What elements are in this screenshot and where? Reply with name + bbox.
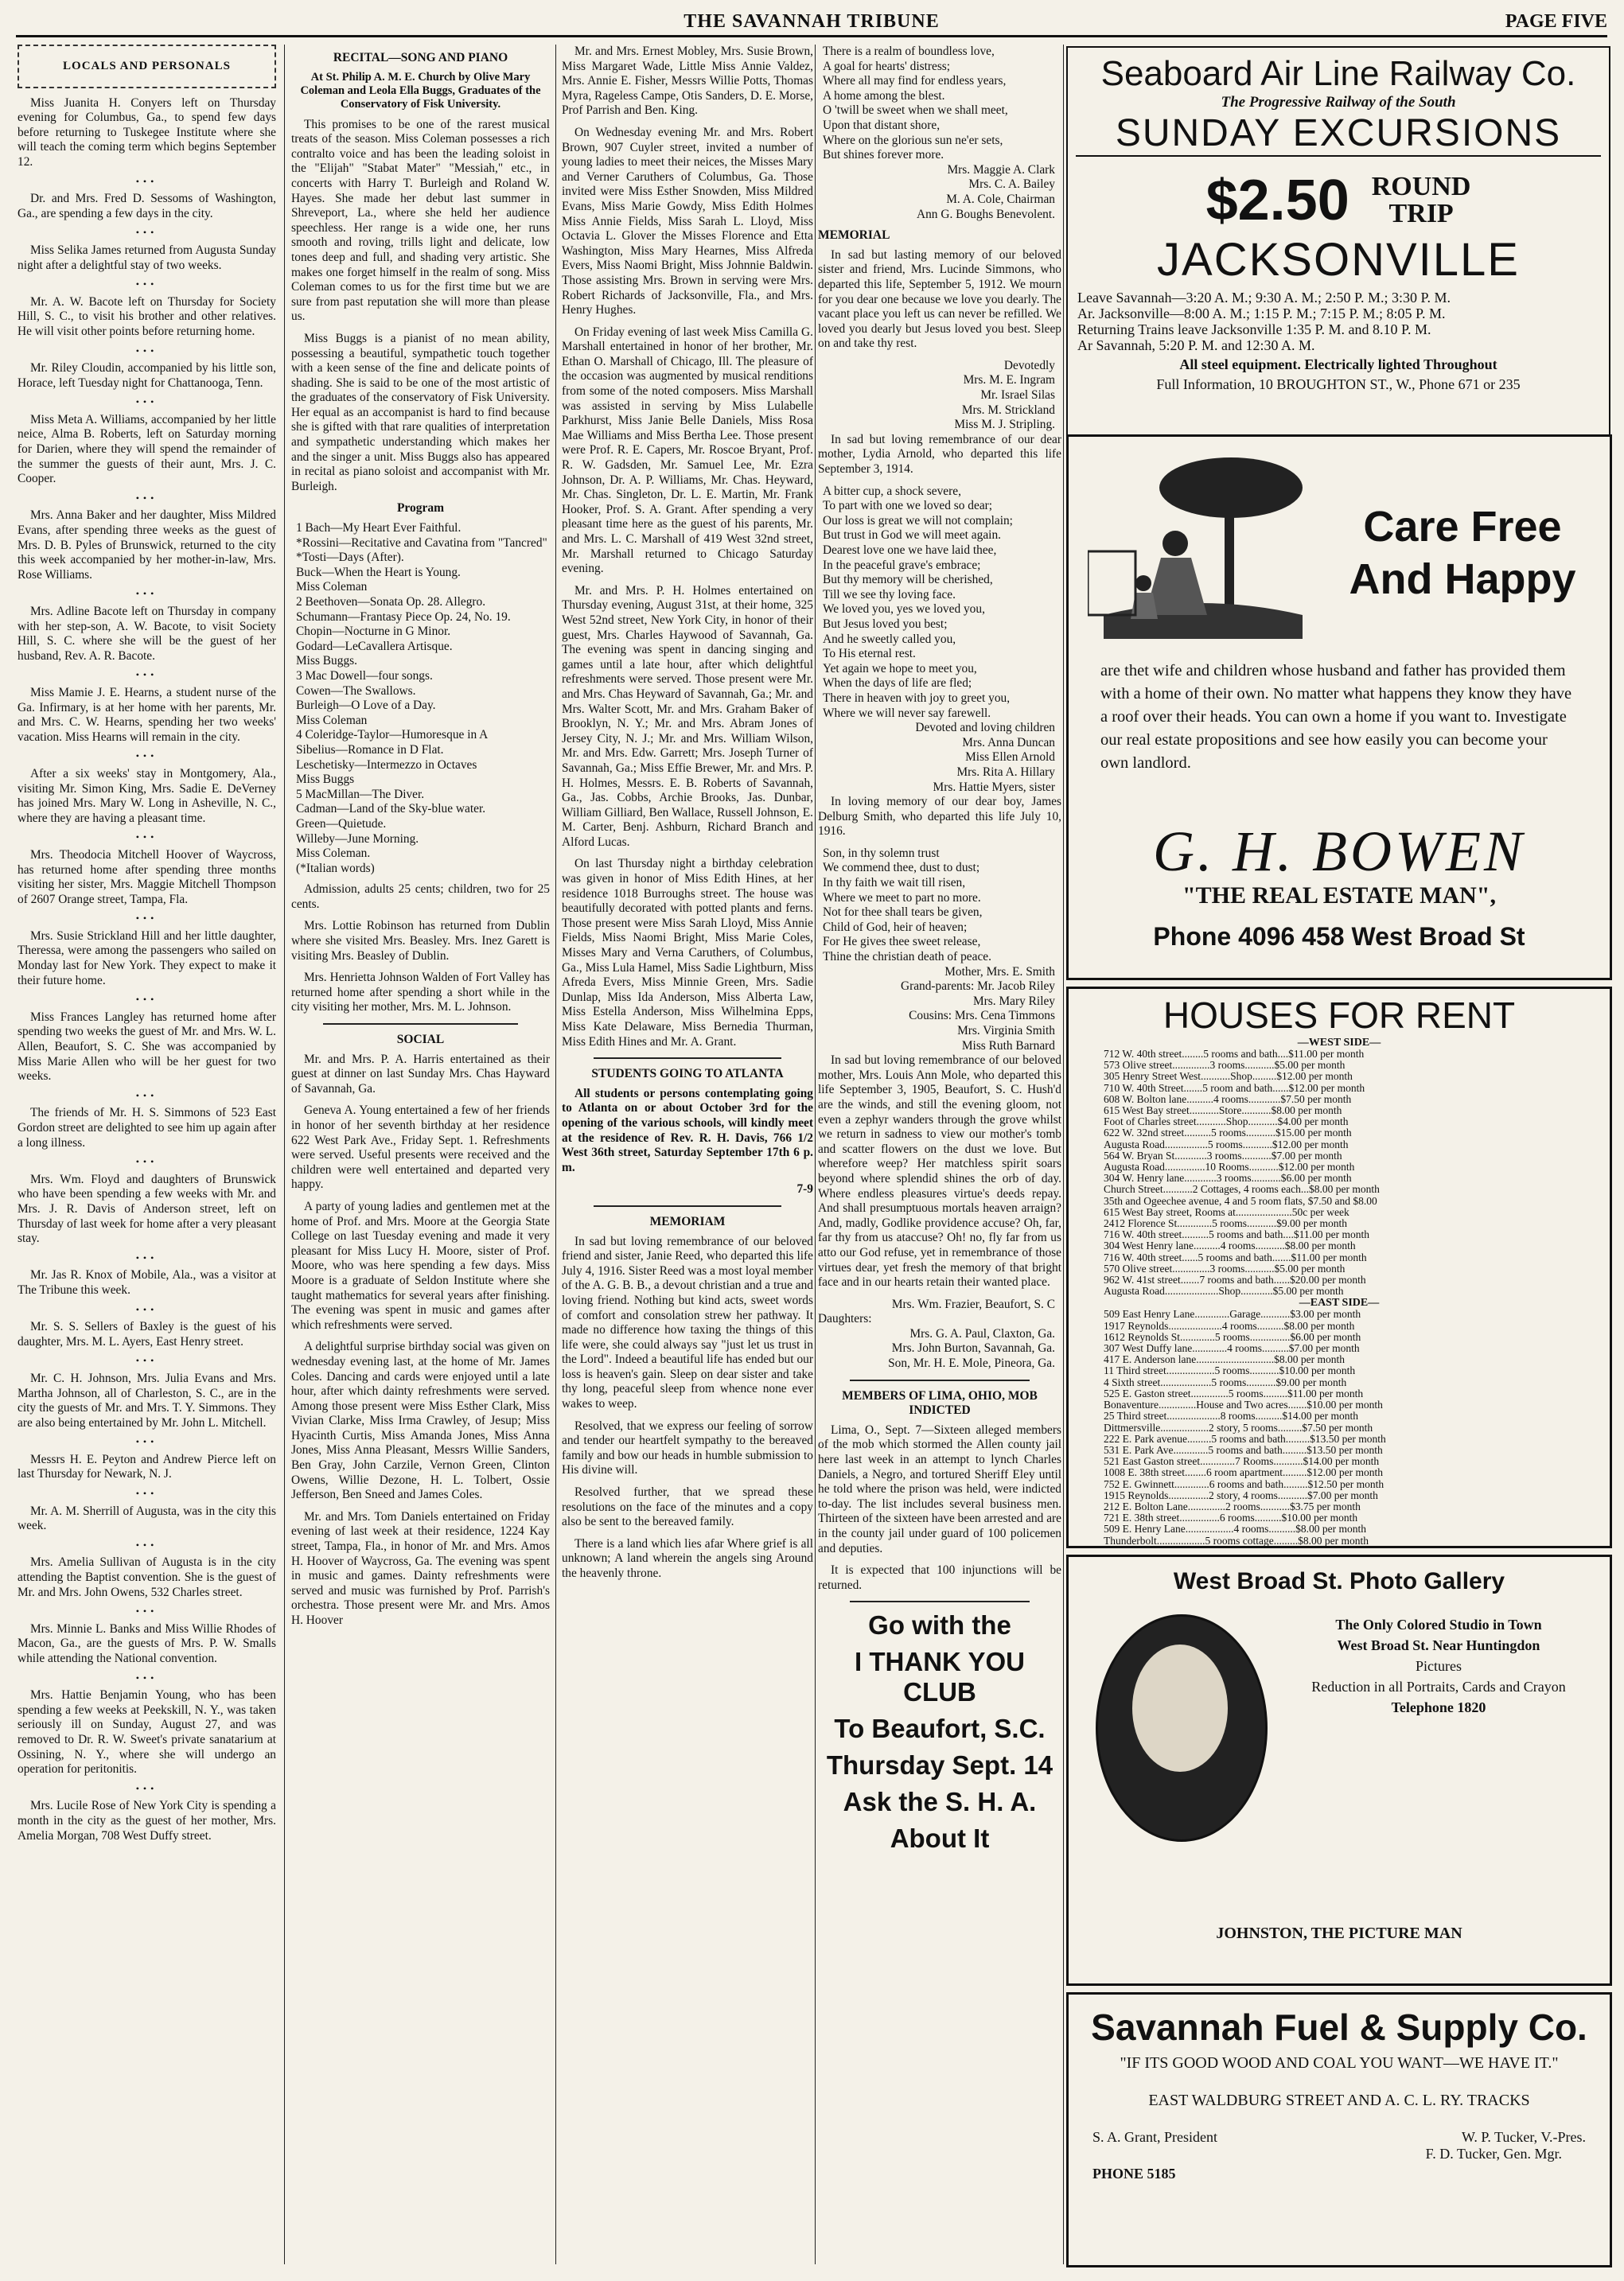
fuel-officers xyxy=(1069,2129,1610,2146)
bowen-care-free-ad xyxy=(1066,434,1612,980)
rental-listing: 712 W. 40th street........5 rooms and bath....$11.00 per month xyxy=(1104,1049,1365,1060)
column-recital-and-social xyxy=(291,45,550,2264)
signature-line: Mrs. Rita A. Hillary xyxy=(956,765,1055,779)
social-heading: SOCIAL xyxy=(396,1033,445,1047)
poem-line: We commend thee, dust to dust; xyxy=(823,861,980,875)
gallery-line-1: The Only Colored Studio in Town xyxy=(1335,1617,1542,1633)
personal-item: The friends of Mr. H. S. Simmons of 523 East Gordon street are delighted to see him up again after a long illness. xyxy=(18,1106,276,1150)
separator-dots: ••• xyxy=(135,492,158,504)
rental-listing: Dittmersville..................2 story, 5 rooms.........$7.50 per month xyxy=(1104,1422,1373,1434)
signature-line: Mrs. Mary Riley xyxy=(972,994,1055,1008)
separator-dots: ••• xyxy=(135,1672,158,1684)
care-free-body: are thet wife and children whose husband and father has provided them with a home of their own. No matter what happens they know they have a roof over their heads. You can own a home if you want to. Investigate our real estate propositions and see how easily you can become your own landlord. xyxy=(1100,662,1572,772)
timetable-line: Returning Trains leave Jacksonville 1:35 P. M. and 8.10 P. M. xyxy=(1077,321,1431,337)
social-item: Mr. and Mrs. P. H. Holmes entertained on Thursday evening, August 31st, at their home, 325 West 52nd street, New York City, in honor of their guest, Mrs. Charles Haywood of Savannah, Ga. The evening was spent in dancing singing and games until a late hour, after which delightful refreshments were served. Those present were Mr. and Mrs. Chas Heyward of Savannah, Ga.; Mr. and Mrs. Walter Scott, Mr. and Mrs. Graham Baker of Brooklyn, N. Y.; Mr. and Mrs. Abram Jones of Jersey City, N. J.; Mr. and Mrs. William Wilson, Mr. and Mrs. Edw. Garrett; Mrs. Joseph Turner of Savannah, Ga.; Miss Effie Brewer, Mr. and Mrs. P. H. Holmes, Messrs. E. B. Roberts of Savannah, Ga., Jas. Cobbs, Archie Brooks, Jas. Dunbar, William Gilliard, Ben Wallace, Russell Johnson, E. M. Carter, Benj. Ashburn, Richard Branch and Alford Lucas. xyxy=(562,583,813,849)
column-memorials xyxy=(818,45,1061,2264)
poem-line: There in heaven with joy to greet you, xyxy=(823,691,1011,705)
social-continued-items xyxy=(562,45,813,1049)
memorial-smith: In loving memory of our dear boy, James Delburg Smith, who departed this life July 10, 1916. xyxy=(818,795,1061,839)
column-rule xyxy=(284,45,285,2264)
fuel-address: EAST WALDBURG STREET AND A. C. L. RY. TRACKS xyxy=(1148,2092,1530,2109)
program-line: Sibelius—Romance in D Flat. xyxy=(296,742,444,757)
signature-line: Mrs. G. A. Paul, Claxton, Ga. xyxy=(909,1326,1055,1341)
signature-frazier: Mrs. Wm. Frazier, Beaufort, S. C xyxy=(891,1297,1055,1311)
rental-listing: 1008 E. 38th street........6 room apartment.........$12.00 per month xyxy=(1104,1467,1383,1479)
column-rule xyxy=(815,45,816,2264)
poem-realm-of-love xyxy=(818,45,1061,163)
students-ref: 7-9 xyxy=(796,1182,813,1197)
poem-line: O 'twill be sweet when we shall meet, xyxy=(823,103,1008,118)
rental-listing: 962 W. 41st street.......7 rooms and bath......$20.00 per month xyxy=(1104,1275,1366,1286)
poem-line: A bitter cup, a shock severe, xyxy=(823,484,961,498)
poem-line: Where we will never say farewell. xyxy=(823,706,991,720)
seaboard-price-row xyxy=(1068,168,1609,233)
poem-line: Till we see thy loving face. xyxy=(823,587,956,601)
separator-dots: ••• xyxy=(135,1303,158,1315)
personal-item: Mrs. Lottie Robinson has returned from Dublin where she visited Mrs. Beasley. Mrs. Inez Garett is visiting Mrs. Beasley of Dublin. xyxy=(291,919,550,963)
poem-line: But thy memory will be cherished, xyxy=(823,573,993,587)
gallery-line-2: West Broad St. Near Huntingdon xyxy=(1337,1637,1540,1653)
personal-item: Miss Mamie J. E. Hearns, a student nurse of the Ga. Infirmary, is at her home with her parents, Mr. and Mrs. C. W. Hearns, spending her two weeks' vacation. Miss Hearns will remain in the city. xyxy=(18,685,276,744)
seaboard-company: Seaboard Air Line Railway Co. xyxy=(1100,54,1576,93)
signature-line: Mrs. M. Strickland xyxy=(961,403,1055,417)
personal-item: Mrs. Lucile Rose of New York City is spending a month in the city as the guest of her mother, Mrs. Amelia Morgan, 708 West Duffy street. xyxy=(18,1799,276,1843)
signature-line: Cousins: Mrs. Cena Timmons xyxy=(909,1009,1055,1023)
recital-subheading: At St. Philip A. M. E. Church by Olive Mary Coleman and Leola Ella Buggs, Graduates of the Conservatory of Fisk University. xyxy=(300,70,541,111)
bowen-tagline: "THE REAL ESTATE MAN", xyxy=(1182,882,1496,909)
students-heading: STUDENTS GOING TO ATLANTA xyxy=(591,1067,784,1081)
personal-item: Mr. Jas R. Knox of Mobile, Ala., was a visitor at The Tribune this week. xyxy=(18,1268,276,1297)
houses-headline: HOUSES FOR RENT xyxy=(1163,995,1516,1036)
separator-dots: ••• xyxy=(135,831,158,843)
poem-line: But Jesus loved you best; xyxy=(823,617,948,631)
seaboard-ad xyxy=(1066,46,1610,450)
social-item: A party of young ladies and gentlemen met at the home of Prof. and Mrs. Moore at the Georgia State College on last Tuesday evening and made it very pleasant for Miss Lucy H. Moore, sister of Prof. Moore, who was here spending a few days. Miss Moore is a graduate of Seldon Institute where she taught mathematics for several years after finishing. The evening was spent in music and games after which refreshments were served. xyxy=(291,1199,550,1332)
rental-listing: Bonaventure..............House and Two acres.......$10.00 per month xyxy=(1104,1399,1383,1411)
rental-listing: Augusta Road...............10 Rooms...........$12.00 per month xyxy=(1104,1162,1355,1174)
rental-listing: 531 E. Park Ave.............5 rooms and bath.........$13.50 per month xyxy=(1104,1444,1383,1456)
poem-line: Where we meet to part no more. xyxy=(823,890,981,905)
divider xyxy=(323,1023,518,1025)
seaboard-info: Full Information, 10 BROUGHTON ST., W., Phone 671 or 235 xyxy=(1156,376,1521,392)
poem-line: Our loss is great we will not complain; xyxy=(823,513,1013,527)
personal-item: Mrs. Henrietta Johnson Walden of Fort Valley has returned home after spending a short while in the city visiting her mother, Mrs. M. L. Johnson. xyxy=(291,971,550,1014)
east-side-label: —EAST SIDE— xyxy=(1299,1297,1380,1310)
program-line: Godard—LeCavallera Artisque. xyxy=(296,639,453,653)
program-line: Burleigh—O Love of a Day. xyxy=(296,699,436,713)
personal-item: Mrs. Susie Strickland Hill and her little daughter, Theressa, were among the passengers who sailed on Monday last for New York. They expect to make it their future home. xyxy=(18,928,276,987)
rental-listing: 305 Henry Street West...........Shop.........$12.00 per month xyxy=(1104,1071,1353,1083)
slogan-line-2: And Happy xyxy=(1349,555,1576,603)
timetable-line: Leave Savannah—3:20 A. M.; 9:30 A. M.; 2:50 P. M.; 3:30 P. M. xyxy=(1077,290,1451,306)
poem-line: Child of God, heir of heaven; xyxy=(823,920,968,934)
signature-block xyxy=(818,721,1061,795)
program-line: Schumann—Frantasy Piece Op. 24, No. 19. xyxy=(296,609,511,624)
rental-listing: Foot of Charles street...........Shop...........$4.00 per month xyxy=(1104,1116,1349,1128)
fuel-slogan: "IF ITS GOOD WOOD AND COAL YOU WANT—WE HAVE IT." xyxy=(1120,2054,1559,2072)
poem-line: For He gives thee sweet release, xyxy=(823,935,981,949)
poem-line: But shines forever more. xyxy=(823,148,944,162)
rental-listing: 417 E. Anderson lane.............................$8.00 per month xyxy=(1104,1354,1345,1366)
poem-line: In thy faith we wait till risen, xyxy=(823,876,966,890)
rental-listing: 615 West Bay street, Rooms at.....................50c per week xyxy=(1104,1206,1349,1218)
separator-dots: ••• xyxy=(135,1355,158,1367)
program-line: 3 Mac Dowell—four songs. xyxy=(296,668,433,683)
thank-you-club-ad xyxy=(818,1610,1061,1854)
signature-line: Devotedly xyxy=(1003,358,1055,372)
personal-item: Mrs. Theodocia Mitchell Hoover of Waycross, has returned home after spending three months visiting her sister, Mrs. Maggie Mitchell Thompson of 2607 Orange street, Tampa, Fla. xyxy=(18,847,276,906)
personal-item: Mr. A. M. Sherrill of Augusta, was in the city this week. xyxy=(18,1504,276,1533)
memorial-simmons: In sad but lasting memory of our beloved sister and friend, Mrs. Lucinde Simmons, who departed this life, September 5, 1912. We mourn for you dear one because we love you dearly. The vacant place you left us can never be refilled. We loved you dearly but Jesus loved you best. Sleep on and take thy rest. xyxy=(818,247,1061,351)
west-side-label: —WEST SIDE— xyxy=(1297,1037,1381,1049)
gallery-owner: JOHNSTON, THE PICTURE MAN xyxy=(1216,1925,1462,1942)
social-item: On Friday evening of last week Miss Camilla G. Marshall entertained in honor of her brother, Mr. Ethan O. Marshall of Chicago, Ill. The pleasure of the occasion was augmented by musical renditions from some of the noted composers. Miss Marshall was assisted in serving by Miss Lulabelle Parkhurst, Miss Janie Belle Daniels, Miss Rosa Mae Williams and Miss Bertha Lee. Those present were Prof. R. E. Capers, Mr. Roscoe Bryant, Prof. R. W. Gadsden, Mr. Samuel Lee, Mr. Ezra Johnson, Dr. A. P. Williams, Mr. Chas. Heyward, Mr. Chas. Singleton, Dr. L. E. Martin, Mr. Frank Hooker, Prof. S. A. Grant. After spending a very pleasant time here as the guest of his parents, Mr. and Mrs. L. C. Marshall of 419 West 32nd street, Mr. Marshall returned to Chicago Saturday evening. xyxy=(562,325,813,576)
signature-line: Mrs. Maggie A. Clark xyxy=(947,162,1055,177)
social-item: Mr. and Mrs. Tom Daniels entertained on Friday evening of last week at their residence, 1224 Kay street, Tampa, Fla., in honor of Mr. and Mrs. Amos H. Hoover of Waycross, Ga. The evening was spent in music and games. Dainty refreshments were served and music was furnished by Prof. Parrish's orchestra. Those present were Mr. and Mrs. Amos H. Hoover xyxy=(291,1509,550,1627)
separator-dots: ••• xyxy=(135,1436,158,1448)
fuel-vice-president: W. P. Tucker, V.-Pres. xyxy=(1462,2129,1586,2145)
social-item: Mr. and Mrs. P. A. Harris entertained as their guest at dinner on last Sunday Mrs. Chas Hayward of Savannah, Ga. xyxy=(291,1052,550,1096)
poem-line: To part with one we loved so dear; xyxy=(823,499,993,513)
personal-item: Miss Selika James returned from Augusta Sunday night after a delightful stay of two weeks. xyxy=(18,243,276,272)
personal-item: Messrs H. E. Peyton and Andrew Pierce left on last Thursday for Newark, N. J. xyxy=(18,1452,276,1481)
program-line: Leschetisky—Intermezzo in Octaves xyxy=(296,757,477,772)
program-line: Willeby—June Morning. xyxy=(296,831,419,846)
personal-item: Mr. C. H. Johnson, Mrs. Julia Evans and Mrs. Martha Johnson, all of Charleston, S. C., are in the city the guests of Mr. and Mrs. T. Y. Simmons. They are also being entertained by Mr. John L. Mitchell. xyxy=(18,1371,276,1430)
rental-listing: 25 Third street....................8 rooms..........$14.00 per month xyxy=(1104,1411,1358,1423)
memorial-mole: In sad but loving remembrance of our beloved mother, Mrs. Louis Ann Mole, who departed this life September 3, 1905, Beaufort, S. C. Hush'd are the winds, and still the evening gloom, not even a zephyr wanders through the grove whilst we return in sadness to view our mother's tomb and scatter flowers on the dust we love. But wherefore weep? Her matchless spirit soars beyond where splendid shines the orb of day. Where endless pleasures virtue's deeds repay. And shall presumptuous mortals heaven arraign? And, madly, Godlike providence accuse? Oh, far, far thy from us ataccuse? Oh! no, fly far from us atto our God refuse, yet in remembrance of those virtues dear, yet fresh the memory of that bright face and in our hearts retain their wanted place. xyxy=(818,1053,1061,1290)
separator-dots: ••• xyxy=(135,1156,158,1168)
seaboard-round-trip xyxy=(1372,173,1471,228)
portrait-face xyxy=(1132,1645,1228,1772)
signature-line: Mrs. C. A. Bailey xyxy=(968,177,1055,192)
social-item: A delightful surprise birthday social was given on wednesday evening last, at the home of Mr. James Coles. Dancing and cards were enjoyed until a late hour, after which dainty refreshments were served. Among those present were Miss Esther Clark, Miss Vivian Clarke, Miss Irma Crawley, of Jesup; Miss Hyacinth Curtis, Miss Amanda Jones, Miss Anna Jones, Miss Anna Pleasant, Messrs Willie Sanders, Ben Gray, John Carzile, Vernon Green, Clinton Owens, Willie Dezone, H. L. Tolbert, Ossie Jefferson, Ben Sneed and James Coles. xyxy=(291,1340,550,1502)
personal-item: Miss Juanita H. Conyers left on Thursday evening for Columbus, Ga., to spend few days before returning to Tuskegee Institute where she will teach the coming term which begins September 12. xyxy=(18,95,276,169)
rental-listing: 525 E. Gaston street..............5 rooms.........$11.00 per month xyxy=(1104,1388,1364,1399)
memoriam-text xyxy=(562,1235,813,1582)
poem-line: Not for thee shall tears be given, xyxy=(823,905,983,920)
rental-listing: 35th and Ogeechee avenue, 4 and 5 room flats, $7.50 and $8.00 xyxy=(1104,1195,1377,1207)
rental-listing: 304 W. Henry lane............3 rooms...........$6.00 per month xyxy=(1104,1173,1352,1185)
rental-listing: Thunderbolt..................5 rooms cottage.........$8.00 per month xyxy=(1104,1535,1369,1547)
social-item: On last Thursday night a birthday celebration was given in honor of Miss Edith Hines, at her residence 1018 Burroughs street. The house was beautifully decorated with potted plants and ferns. Those present were Miss Sarah Lloyd, Miss Annie Fields, Miss Naomi Bright, Miss Marie Coles, Misses Mary and Verna Caruthers, of Columbus, Ga., Miss Lula Hamel, Miss Sadie Lightburn, Miss Afreda Evers, Miss Minnie Green, Mrs. Sadie Dunlap, Miss Ida Anderson, Miss Alberta Law, Miss Estella Anderson, Miss Wilhelmina Epps, Miss Kate Delaware, Miss Bernedia Thurman, Miss Edith Hines and Mr. A. Grant. xyxy=(562,857,813,1049)
poem-line: Where on the glorious sun ne'er sets, xyxy=(823,133,1003,147)
separator-dots: ••• xyxy=(135,278,158,290)
rental-listing: 608 W. Bolton lane..........4 rooms............$7.50 per month xyxy=(1104,1093,1352,1105)
personal-item: Mr. Riley Cloudin, accompanied by his little son, Horace, left Tuesday night for Chattanooga, Tenn. xyxy=(18,361,276,390)
program-line: Chopin—Nocturne in G Minor. xyxy=(296,625,451,639)
separator-dots: ••• xyxy=(135,1606,158,1617)
poem-line: Thine the christian death of peace. xyxy=(823,950,991,964)
personal-item: Mr. A. W. Bacote left on Thursday for Society Hill, S. C., to visit his brother and other relatives. He will visit other points before returning home. xyxy=(18,294,276,338)
signature-line: Miss M. J. Stripling. xyxy=(954,418,1055,432)
poem-line: Dearest love one we have laid thee, xyxy=(823,543,997,557)
memoriam-paragraph: There is a land which lies afar Where grief is all unknown; A land wherein the angels sing Around the heavenly throne. xyxy=(562,1536,813,1580)
social-item: On Wednesday evening Mr. and Mrs. Robert Brown, 907 Cuyler street, invited a number of young ladies to meet their neices, the Misses Mary and Verner Caruthers of Columbus, Ga. Those invited were Miss Esther Snowden, Miss Mildred Evans, Miss Marie Gowdy, Miss Edith Holmes Miss Annie Fields, Miss Sarah L. Lloyd, Miss Octavia L. Glover the Misses Florence and Etta Washington, Miss Mary Hearnes, Miss Alfreda Evers, Miss Naomi Bright, Miss Johnnie Baldwin. Those assisting Mrs. Brown in serving were Mrs. Robert Richards of Jacksonville, Fla., and Mrs. Henry Hughes. xyxy=(562,125,813,317)
social-items xyxy=(291,1053,550,1629)
gallery-line-3: Pictures xyxy=(1416,1658,1462,1674)
rental-listing: 11 Third street..................5 rooms...........$10.00 per month xyxy=(1104,1365,1356,1377)
memoriam-heading: MEMORIAM xyxy=(649,1214,726,1228)
rental-listing: 573 Olive street..............3 rooms...........$5.00 per month xyxy=(1104,1060,1346,1072)
separator-dots: ••• xyxy=(135,227,158,239)
memoriam-paragraph: In sad but loving remembrance of our beloved friend and sister, Janie Reed, who departed this life July 4, 1916. Sister Reed was a most loyal member of the A. G. B. B., a devout christian and a true and loving friend. Nothing but kind acts, sweet words of comfort and consolation strew her pathway. It made no difference how taxing the things of this life were, she could always say "just let us trust in the Lord". Indeed a beautiful life has ended but our loss is heaven's gain. Sleep on dear sister and take thy long, peaceful sleep from whence none ever wakes to weep. xyxy=(562,1234,813,1411)
admission-text: Admission, adults 25 cents; children, two for 25 cents. xyxy=(291,882,550,911)
column-rule xyxy=(555,45,556,2264)
recital-paragraph: Miss Buggs is a pianist of no mean ability, possessing a beautiful, sympathetic touch together with a keen sense of the fine and delicate points of shading. She is said to be one of the most artistic of the graduates of the conservatory of Fisk University. Her equal as an accompanist is hard to find because she is gifted with that rare qualities of interpretation and sympathetic understanding which makes her and the singer a unit. Miss Buggs also has appeared in recital as piano soloist and accompanist with Mr. Burleigh. xyxy=(291,331,550,493)
personal-item: Mrs. Adline Bacote left on Thursday in company with her step-son, A. W. Bacote, to visit Society Hill, S. C. where she will be the guest of her husband, Rev. A. R. Bacote. xyxy=(18,605,276,663)
separator-dots: ••• xyxy=(135,396,158,408)
personal-item: Dr. and Mrs. Fred D. Sessoms of Washington, Ga., are spending a few days in the city. xyxy=(18,192,276,220)
social-item: Geneva A. Young entertained a few of her friends in honor of her seventh birthday at her residence 622 West Park Ave., Friday Sept. 1. Refreshments were served. Useful presents were received and the children were well entertained and departed very happy. xyxy=(291,1104,550,1192)
seaboard-price: $2.50 xyxy=(1205,169,1349,232)
fuel-manager: F. D. Tucker, Gen. Mgr. xyxy=(1425,2146,1562,2162)
gallery-details xyxy=(1283,1614,1594,1718)
poem-line: A goal for hearts' distress; xyxy=(823,59,951,73)
personal-item: Mrs. Wm. Floyd and daughters of Brunswick who have been spending a few weeks with Mr. and Mrs. J. R. Davis of Anderson street, left on Thursday of last week for home after a very pleasant stay. xyxy=(18,1172,276,1246)
program-line: Miss Coleman xyxy=(296,713,368,727)
program-line: Miss Coleman. xyxy=(296,847,371,861)
rental-listing: 521 East Gaston street.............7 Rooms...........$14.00 per month xyxy=(1104,1456,1380,1468)
signature-line: Mrs. M. E. Ingram xyxy=(963,373,1055,387)
lima-heading: MEMBERS OF LIMA, OHIO, MOB INDICTED xyxy=(842,1388,1038,1418)
care-free-slogan xyxy=(1331,500,1594,605)
poem-line: And he sweetly called you, xyxy=(823,632,956,646)
rental-listing: 615 West Bay street...........Store...........$8.00 per month xyxy=(1104,1105,1342,1117)
poem-line: Where all may find for endless years, xyxy=(823,74,1007,88)
club-ad-line: I THANK YOU CLUB xyxy=(855,1647,1025,1707)
memoriam-paragraph: Resolved, that we express our feeling of sorrow and tender our heartfelt sympathy to the bereaved family and bow our heads in humble submission to His divine will. xyxy=(562,1419,813,1477)
separator-dots: ••• xyxy=(135,1782,158,1794)
signature-block xyxy=(818,163,1061,222)
timetable-line: Ar. Jacksonville—8:00 A. M.; 1:15 P. M.; 7:15 P. M.; 8:05 P. M. xyxy=(1077,306,1446,321)
signature-line: Mrs. Hattie Myers, sister xyxy=(933,780,1055,794)
column-rule xyxy=(1063,45,1064,2264)
program-line: Cadman—Land of the Sky-blue water. xyxy=(296,802,486,816)
recital-heading: RECITAL—SONG AND PIANO xyxy=(333,51,508,64)
poem-line: We loved you, yes we loved you, xyxy=(823,602,985,617)
photo-gallery-ad xyxy=(1066,1555,1612,1986)
signature-line: Mrs. Virginia Smith xyxy=(957,1024,1055,1037)
rental-listing: 564 W. Bryan St............3 rooms...........$7.00 per month xyxy=(1104,1150,1342,1162)
rental-listing: 721 E. 38th street...............6 rooms..........$10.00 per month xyxy=(1104,1512,1358,1524)
poem-line: Yet again we hope to meet you, xyxy=(823,661,977,675)
personal-item: Miss Meta A. Williams, accompanied by her little neice, Alma B. Roberts, left on Saturday morning for Darien, where they will spend the remainder of the summer the guests of their aunt, Mrs. J. C. Cooper. xyxy=(18,412,276,486)
east-side-listings xyxy=(1069,1309,1610,1546)
divider xyxy=(850,1601,1030,1602)
program-line: *Tosti—Days (After). xyxy=(296,551,404,565)
social-item: Mr. and Mrs. Ernest Mobley, Mrs. Susie Brown, Miss Margaret Wade, Little Miss Annie Valdez, Mrs. Annie E. Fisher, Messrs Willie Potts, Thomas Myra, Rageless Campe, Otis Sanders, D. E. Morse, Prof Parrish and Ben. King. xyxy=(562,45,813,118)
personal-item: Mrs. Amelia Sullivan of Augusta is in the city attending the Baptist convention. She is the guest of Mr. and Mrs. John Owens, 532 Charles street. xyxy=(18,1555,276,1599)
program-line: Cowen—The Swallows. xyxy=(296,683,416,698)
memoriam-paragraph: Resolved further, that we spread these resolutions on the face of the minutes and a copy also be sent to the bereaved family. xyxy=(562,1485,813,1529)
fuel-president: S. A. Grant, President xyxy=(1092,2129,1217,2145)
rental-listing: 752 E. Gwinnett.............6 rooms and bath.........$12.50 per month xyxy=(1104,1478,1384,1490)
separator-dots: ••• xyxy=(135,913,158,924)
rental-listing: 710 W. 40th Street.......5 room and bath......$12.00 per month xyxy=(1104,1082,1365,1094)
trip-label: TRIP xyxy=(1388,199,1454,228)
separator-dots: ••• xyxy=(135,1488,158,1500)
separator-dots: ••• xyxy=(135,175,158,187)
masthead xyxy=(16,6,1607,37)
memorial-heading: MEMORIAL xyxy=(818,228,890,243)
program-line: Buck—When the Heart is Young. xyxy=(296,565,461,579)
students-notice: All students or persons contemplating going to Atlanta on or about October 3rd for the opening of the various schools, will kindly meet at the residence of Rev. R. H. Davis, 766 1/2 West 36th street, Saturday September 17th 6 p. m. xyxy=(562,1086,813,1174)
program-line: 2 Beethoven—Sonata Op. 28. Allegro. xyxy=(296,595,486,609)
signature-line: Grand-parents: Mr. Jacob Riley xyxy=(900,979,1055,994)
signature-line: Mother, Mrs. E. Smith xyxy=(944,964,1055,979)
timetable-line: Ar Savannah, 5:20 P. M. and 12:30 A. M. xyxy=(1077,337,1315,353)
program-line: Green—Quietude. xyxy=(296,816,387,831)
separator-dots: ••• xyxy=(135,1251,158,1263)
separator-dots: ••• xyxy=(135,994,158,1006)
gallery-line-4: Reduction in all Portraits, Cards and Crayon xyxy=(1311,1679,1566,1695)
signature-line: Son, Mr. H. E. Mole, Pineora, Ga. xyxy=(888,1357,1055,1371)
signature-block xyxy=(818,359,1061,433)
signature-line: Mrs. Anna Duncan xyxy=(962,735,1055,749)
gallery-title: West Broad St. Photo Gallery xyxy=(1173,1568,1505,1594)
bowen-phone-address: Phone 4096 458 West Broad St xyxy=(1153,922,1525,951)
program-title: Program xyxy=(396,501,445,516)
rental-listing: 716 W. 40th street......5 rooms and bath.......$11.00 per month xyxy=(1104,1251,1367,1263)
slogan-line-1: Care Free xyxy=(1363,503,1562,551)
club-ad-line: Go with the xyxy=(868,1610,1011,1641)
rental-listing: 509 E. Henry Lane..................4 rooms..........$8.00 per month xyxy=(1104,1524,1366,1536)
separator-dots: ••• xyxy=(135,1089,158,1101)
rental-listing: 304 West Henry lane..........4 rooms...........$8.00 per month xyxy=(1104,1240,1356,1252)
program-line: 5 MacMillan—The Diver. xyxy=(296,787,425,801)
personal-item: After a six weeks' stay in Montgomery, Ala., visiting Mr. Simon King, Mrs. Sadie E. DeVerney has joined Mrs. Mary W. Long in Asheville, N. C., where they are having a pleasant time. xyxy=(18,766,276,825)
personal-item: Mrs. Hattie Benjamin Young, who has been spending a few weeks at Peekskill, N. Y., was taken seriously ill on Sunday, August 27, and was removed to Dr. R. W. Sweet's private sanatarium at Ossining, N. Y., where she will undergo an operation for peritonitis. xyxy=(18,1688,276,1777)
signature-line: Mrs. John Burton, Savannah, Ga. xyxy=(891,1341,1055,1356)
round-label: ROUND xyxy=(1371,172,1471,201)
poem-solemn-trust xyxy=(818,847,1061,965)
separator-dots: ••• xyxy=(135,344,158,356)
poem-line: When the days of life are fled; xyxy=(823,676,972,691)
column-social-continued xyxy=(562,45,813,2264)
signature-line: Miss Ellen Arnold xyxy=(965,750,1055,765)
seaboard-slogan: The Progressive Railway of the South xyxy=(1221,94,1456,111)
houses-for-rent-ad xyxy=(1066,987,1612,1548)
newspaper-title: THE SAVANNAH TRIBUNE xyxy=(683,11,940,32)
personal-item: Miss Frances Langley has returned home after spending two weeks the guest of Mr. and Mrs. W. L. Allen, Beaufort, S. C. She was accompanied by Miss Marie Allen who will be her guest for two weeks. xyxy=(18,1010,276,1084)
divider xyxy=(850,1380,1030,1381)
family-garden-illustration xyxy=(1088,456,1310,639)
fuel-phone: PHONE 5185 xyxy=(1092,2166,1176,2182)
signature-block xyxy=(818,1327,1061,1372)
rental-listing: Church Street...........2 Cottages, 4 rooms each...$8.00 per month xyxy=(1104,1184,1380,1196)
recital-paragraph: This promises to be one of the rarest musical treats of the season. Miss Coleman possesses a rich contralto voice and has been the leading soloist in the "Elijah" "Stabat Mater" "Messiah," etc., in concerts with Harry T. Burleigh and Roland W. Hayes. She made her debut last summer in Shreveport, La., where she held her audience speechless. Her range is a wide one, her runs smooth and roving, trills light and delicate, low tones deep and full, and shading very artistic. She makes one forget himself in the realm of song. Miss Coleman comes to us for the first time but we are sure from past reputation she will more than please us. xyxy=(291,117,550,324)
signature-line: Mr. Israel Silas xyxy=(980,388,1055,403)
locals-header-box: LOCALS AND PERSONALS xyxy=(18,45,276,88)
rental-listing: Augusta Road................5 rooms...........$12.00 per month xyxy=(1104,1139,1349,1150)
poem-bitter-cup xyxy=(818,485,1061,722)
lima-article xyxy=(818,1423,1061,1594)
signature-block xyxy=(818,965,1061,1054)
signature-line: Miss Ruth Barnard xyxy=(961,1038,1055,1053)
signature-line: Ann G. Boughs Benevolent. xyxy=(917,207,1055,221)
poem-line: Son, in thy solemn trust xyxy=(823,846,940,860)
recital-after xyxy=(291,919,550,1015)
program-line: Miss Buggs xyxy=(296,773,355,787)
personal-item: Mrs. Minnie L. Banks and Miss Willie Rhodes of Macon, Ga., are the guests of Mrs. P. W. Smalls while attending the National convention. xyxy=(18,1621,276,1665)
personal-item: Mr. S. S. Sellers of Baxley is the guest of his daughter, Mrs. M. L. Ayers, East Henry street. xyxy=(18,1320,276,1349)
lima-paragraph: Lima, O., Sept. 7—Sixteen alleged members of the mob which stormed the Allen county jail here last week in an attempt to lynch Charles Daniels, a Negro, and tortured Sheriff Eley until he told where the prison was held, were indicted to-day. The list includes several business men. Thirteen of the sixteen have been arrested and are in the county jail under guard of 100 policemen and deputies. xyxy=(818,1423,1061,1555)
club-ad-line: Thursday Sept. 14 xyxy=(826,1750,1053,1781)
poem-line: Upon that distant shore, xyxy=(823,118,941,132)
seaboard-destination: JACKSONVILLE xyxy=(1157,234,1520,286)
rental-listing: 622 W. 32nd street..........5 rooms...........$15.00 per month xyxy=(1104,1127,1352,1139)
rental-listing: 4 Sixth street...................5 rooms...........$9.00 per month xyxy=(1104,1376,1347,1388)
rental-listing: 509 East Henry Lane.............Garage...........$3.00 per month xyxy=(1104,1309,1361,1321)
club-ad-line: To Beaufort, S.C. xyxy=(834,1714,1046,1744)
club-ad-line: Ask the S. H. A. xyxy=(843,1787,1037,1817)
rental-listing: 2412 Florence St.............5 rooms...........$9.00 per month xyxy=(1104,1218,1347,1230)
program-line: Miss Buggs. xyxy=(296,654,357,668)
rental-listing: 212 E. Bolton Lane..............2 rooms...........$3.75 per month xyxy=(1104,1501,1361,1512)
separator-dots: ••• xyxy=(135,588,158,600)
seaboard-times xyxy=(1068,286,1609,356)
program-line: (*Italian words) xyxy=(296,861,375,875)
bowen-name: G. H. BOWEN xyxy=(1153,819,1525,883)
signature-line: M. A. Cole, Chairman xyxy=(946,192,1055,206)
fuel-company: Savannah Fuel & Supply Co. xyxy=(1091,2007,1587,2048)
rental-listing: 307 West Duffy lane.............4 rooms..........$7.00 per month xyxy=(1104,1343,1360,1355)
divider xyxy=(594,1205,781,1207)
personal-item: Mrs. Anna Baker and her daughter, Miss Mildred Evans, after spending three weeks as the guest of Mrs. D. B. Pyles of Brunswick, returned to the city this week accompanied by her mother-in-law, Mrs. Rose Williams. xyxy=(18,508,276,582)
column-locals-and-personals xyxy=(18,45,276,2264)
memorial-arnold: In sad but loving remembrance of our dear mother, Lydia Arnold, who departed this life September 3, 1914. xyxy=(818,432,1061,477)
rental-listing: 1915 Reynolds...............2 story, 4 rooms...........$7.00 per month xyxy=(1104,1489,1378,1501)
recital-program xyxy=(291,521,550,876)
recital-intro xyxy=(291,118,550,495)
poem-line: In the peaceful grave's embrace; xyxy=(823,558,981,572)
program-line: Miss Coleman xyxy=(296,580,368,594)
rental-listing: 222 E. Park avenue.........5 rooms and bath.........$13.50 per month xyxy=(1104,1433,1386,1445)
signature-line: Devoted and loving children xyxy=(915,721,1055,735)
separator-dots: ••• xyxy=(135,750,158,762)
club-ad-line: About It xyxy=(890,1824,990,1854)
daughters-label: Daughters: xyxy=(818,1312,872,1326)
separator-dots: ••• xyxy=(135,669,158,681)
seaboard-equipment: All steel equipment. Electrically lighted Throughout xyxy=(1179,356,1497,372)
poem-line: But trust in God we will meet again. xyxy=(823,528,1001,543)
divider xyxy=(594,1057,781,1059)
west-side-listings xyxy=(1069,1049,1610,1297)
page-number: PAGE FIVE xyxy=(1505,11,1607,32)
program-line: 1 Bach—My Heart Ever Faithful. xyxy=(296,521,461,535)
rental-listing: 1612 Reynolds St.............5 rooms...............$6.00 per month xyxy=(1104,1331,1361,1343)
seaboard-headline: SUNDAY EXCURSIONS xyxy=(1076,111,1601,157)
separator-dots: ••• xyxy=(135,1539,158,1551)
poem-line: There is a realm of boundless love, xyxy=(823,45,995,58)
program-line: 4 Coleridge-Taylor—Humoresque in A xyxy=(296,728,489,742)
rental-listing: 716 W. 40th street..........5 rooms and bath....$11.00 per month xyxy=(1104,1229,1369,1241)
rental-listing: 570 Olive street..............3 rooms...........$5.00 per month xyxy=(1104,1263,1346,1275)
rental-listing: Augusta Road....................Shop............$5.00 per month xyxy=(1104,1286,1344,1298)
poem-line: A home among the blest. xyxy=(823,88,945,103)
fuel-supply-ad xyxy=(1066,1992,1612,2267)
gallery-telephone: Telephone 1820 xyxy=(1391,1699,1486,1715)
rental-listing: 1917 Reynolds....................4 rooms..........$8.00 per month xyxy=(1104,1320,1355,1332)
program-line: *Rossini—Recitative and Cavatina from "Tancred" xyxy=(296,535,547,550)
poem-line: To His eternal rest. xyxy=(823,647,916,661)
lima-paragraph: It is expected that 100 injunctions will be returned. xyxy=(818,1563,1061,1592)
